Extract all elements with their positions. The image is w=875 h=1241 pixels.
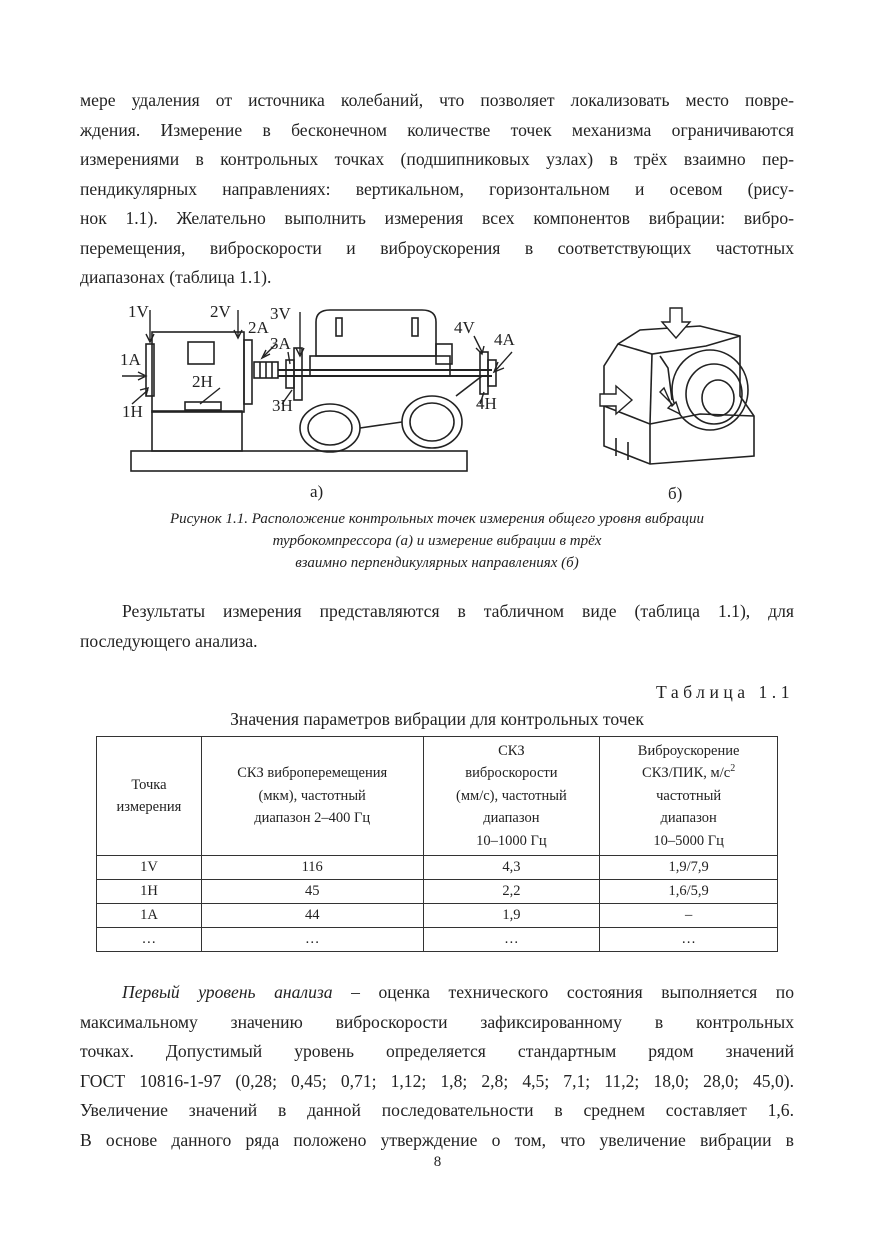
base-plate	[131, 451, 467, 471]
analysis-paragraph	[80, 978, 794, 1155]
label-1H: 1H	[122, 402, 143, 421]
caption-line: Рисунок 1.1. Расположение контрольных точек измерения общего уровня вибрации	[169, 511, 705, 527]
results-paragraph	[80, 597, 794, 656]
bearing-4	[480, 352, 488, 394]
intro-line: перемещения, виброскорости и виброускорения в соответствующих частотных	[80, 237, 794, 258]
label-2A: 2A	[248, 318, 269, 337]
label-4A: 4A	[494, 330, 515, 349]
intro-line: нок 1.1). Желательно выполнить измерения всех компонентов вибрации: вибро-	[80, 208, 794, 228]
table-row: 1A 44 1,9 –	[97, 904, 778, 928]
superscript-2: 2	[730, 763, 736, 775]
analysis-line: Увеличение значений в данной последовательности в среднем составляет 1,6.	[80, 1100, 794, 1120]
analysis-line: В основе данного ряда положено утверждение о том, что увеличение вибрации в	[80, 1129, 794, 1150]
label-4V: 4V	[454, 318, 475, 337]
intro-line: диапазонах (таблица 1.1).	[80, 267, 272, 287]
motor-foot	[185, 402, 221, 410]
label-2H: 2H	[192, 372, 213, 391]
turbocompressor-drawing	[120, 296, 760, 506]
analysis-lead: Первый уровень анализа	[122, 982, 333, 1002]
analysis-line: максимальному значению виброскорости зафиксированному в контрольных	[80, 1011, 794, 1032]
table-row: … … … …	[97, 928, 778, 952]
label-4H: 4H	[476, 394, 497, 413]
analysis-line: ГОСТ 10816-1-97 (0,28; 0,45; 0,71; 1,12; 1,8; 2,8; 4,5; 7,1; 11,2; 18,0; 28,0; 45,0).	[80, 1070, 794, 1091]
table-row: 1V 116 4,3 1,9/7,9	[97, 856, 778, 880]
results-line: Результаты измерения представляются в табличном виде (таблица 1.1), для	[122, 601, 794, 621]
analysis-line: Первый уровень анализа – оценка технического состояния выполняется по	[122, 982, 794, 1002]
table-title: Значения параметров вибрации для контрольных точек	[230, 709, 644, 729]
table-row: 1H 45 2,2 1,6/5,9	[97, 880, 778, 904]
intro-line: ждения. Измерение в бесконечном количестве точек механизма ограничиваются	[80, 119, 794, 140]
figure-1-1	[120, 296, 760, 506]
figure-label-a: а)	[310, 482, 324, 501]
intro-line: мере удаления от источника колебаний, что позволяет локализовать место повре-	[80, 90, 794, 110]
bearing-housing-sketch	[600, 308, 754, 464]
table-number: Таблица 1.1	[656, 682, 794, 702]
motor-window	[188, 342, 214, 364]
analysis-line: точках. Допустимый уровень определяется стандартным рядом значений	[80, 1041, 794, 1061]
motor-pedestal	[152, 411, 242, 451]
intro-line: пендикулярных направлениях: вертикальном, горизонтальном и осевом (рису-	[80, 178, 794, 199]
label-1V: 1V	[128, 302, 149, 321]
label-3A: 3A	[270, 334, 291, 353]
caption-line: турбокомпрессора (а) и измерение вибрации в трёх	[272, 533, 602, 549]
label-3H: 3H	[272, 396, 293, 415]
table-header-row	[97, 737, 778, 856]
label-3V: 3V	[270, 304, 291, 323]
page-number: 8	[433, 1154, 442, 1170]
intro-paragraph	[80, 86, 794, 293]
results-line: последующего анализа.	[80, 630, 258, 651]
vibration-table	[96, 736, 778, 952]
header-point: Точка измерения	[97, 737, 202, 856]
figure-caption	[80, 508, 794, 574]
header-acceleration: Виброускорение СКЗ/ПИК, $м/с^2$ частотный диапазон 10–5000 Гц	[600, 737, 778, 856]
label-2V: 2V	[210, 302, 231, 321]
header-displacement: СКЗ виброперемещения (мкм), частотный диапазон 2–400 Гц	[201, 737, 423, 856]
header-velocity: СКЗ виброскорости (мм/с), частотный диапазон 10–1000 Гц	[423, 737, 600, 856]
caption-line: взаимно перпендикулярных направлениях (б)	[295, 555, 579, 571]
intro-line: измерениями в контрольных точках (подшипниковых узлах) в трёх взаимно пер-	[80, 149, 794, 169]
motor-flange	[244, 340, 252, 404]
label-1A: 1A	[120, 350, 141, 369]
figure-label-b: б)	[668, 484, 683, 503]
